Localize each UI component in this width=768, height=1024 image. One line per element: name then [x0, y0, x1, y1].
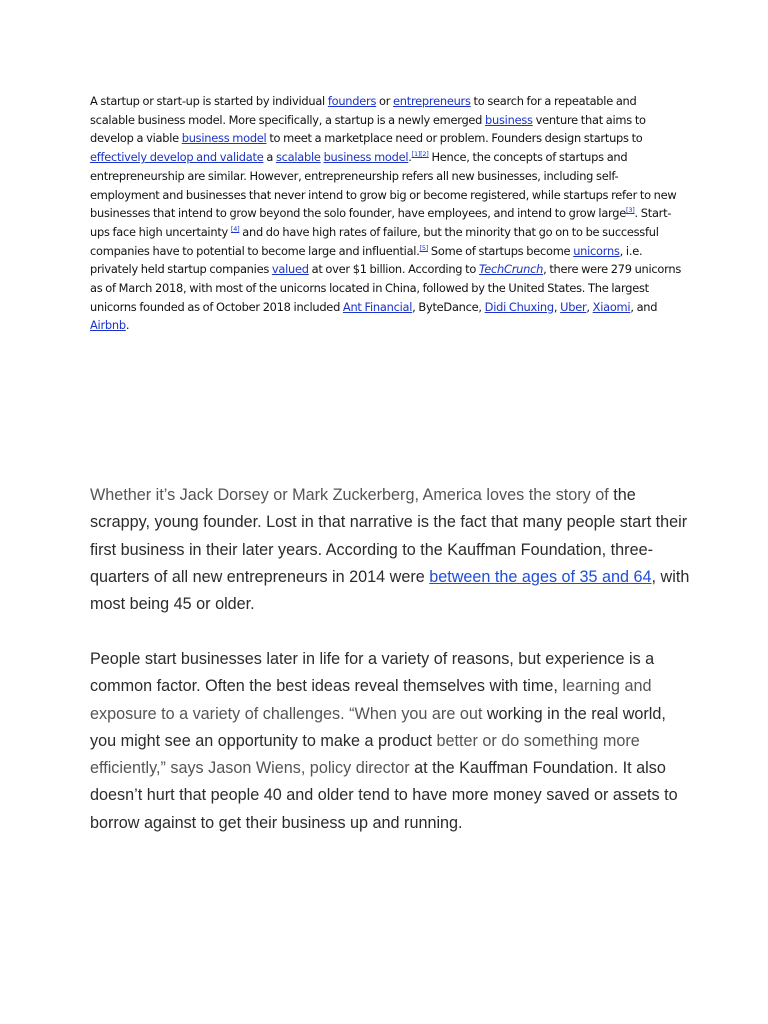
article-text: , with most being 45 or older.: [90, 567, 690, 614]
link-effectively-develop-and-validate[interactable]: effectively develop and validate: [90, 150, 264, 165]
excerpt-text: , there were 279 unicorns as of March 2018, with most of the unicorns located in China, followed by the United States. The largest unicorns founded as of October 2018 included: [90, 262, 682, 314]
link-entrepreneurs[interactable]: entrepreneurs: [393, 94, 471, 108]
link-business[interactable]: business: [485, 112, 533, 127]
excerpt-text: ,: [553, 299, 561, 314]
excerpt-text: and do have high rates of failure, but the minority that go on to be successful companies have to potential to become large and influential.: [90, 224, 659, 258]
article-text: the scrappy, young founder. Lost in that narrative is the fact that many people start their first business in their later years. According to the Kauffman Foundation, three-quarters of all new entrepreneurs in 2014 were: [90, 486, 688, 586]
link-business-model[interactable]: business model: [181, 131, 267, 146]
link-founders[interactable]: founders: [327, 94, 377, 108]
excerpt-text: , ByteDance,: [412, 299, 485, 314]
excerpt-text: .: [125, 318, 130, 333]
excerpt-text: to search for a repeatable and scalable business model. More specifically, a startup is a newly emerged: [90, 94, 637, 127]
article-text: better or do something more efficiently,” says Jason Wiens, policy director: [90, 731, 640, 778]
excerpt-text: Some of startups become: [428, 243, 574, 258]
citation-link-3[interactable]: [3]: [626, 206, 635, 215]
article-text: learning and exposure to a variety of challenges. “When you are out: [90, 677, 652, 723]
excerpt-text: Hence, the concepts of startups and entrepreneurship are similar. However, entrepreneurship refers all new businesses, including self-employment and businesses that never intend to grow big or become registered, while startups refer to new businesses that intend to grow beyond the solo founder, have employees, and intend to grow large: [90, 150, 677, 221]
link-between-ages[interactable]: between the ages of 35 and 64: [429, 567, 652, 586]
citation-link-1-2[interactable]: [1][2]: [411, 150, 429, 159]
excerpt-text: .: [408, 150, 412, 165]
link-ant-financial[interactable]: Ant Financial: [342, 299, 413, 314]
excerpt-text: ,: [586, 299, 593, 314]
excerpt-text: at over $1 billion. According to: [308, 262, 479, 277]
excerpt-text: , i.e. privately held startup companies: [90, 243, 643, 277]
article-paragraph-experience: [90, 646, 690, 837]
link-scalable[interactable]: scalable: [275, 150, 321, 165]
wikipedia-excerpt-paragraph: [90, 92, 684, 335]
link-uber[interactable]: Uber: [560, 299, 587, 314]
excerpt-text: venture that aims to develop a viable: [90, 112, 646, 146]
citation-marker: [420, 244, 428, 252]
citation-marker: [626, 206, 634, 214]
article-text: Whether it’s Jack Dorsey or Mark Zuckerberg, America loves the story of: [90, 486, 609, 504]
excerpt-text: A startup or start-up is started by individual: [90, 94, 328, 108]
excerpt-text: to meet a marketplace need or problem. Founders design startups to: [266, 131, 643, 146]
article-text: People start businesses later in life for a variety of reasons, but experience is a common factor. Often the best ideas reveal themselves with time,: [90, 650, 655, 696]
citation-link-4[interactable]: [4]: [230, 225, 240, 234]
article-paragraph-founders-age: [90, 482, 690, 618]
link-techcrunch[interactable]: TechCrunch: [478, 262, 544, 277]
excerpt-text: a: [263, 150, 276, 165]
link-unicorns[interactable]: unicorns: [573, 243, 620, 258]
excerpt-text: . Start-ups face high uncertainty: [90, 206, 672, 239]
link-xiaomi[interactable]: Xiaomi: [592, 299, 631, 314]
citation-link-5[interactable]: [5]: [419, 243, 429, 252]
citation-marker: [412, 150, 429, 158]
link-airbnb[interactable]: Airbnb: [90, 318, 126, 333]
excerpt-text: or: [376, 94, 394, 108]
link-valued[interactable]: valued: [271, 262, 309, 277]
excerpt-text: , and: [630, 299, 658, 314]
article-text: also doesn’t hurt that people 40 and older tend to have more money saved or assets to borrow against to get their business up and running.: [90, 759, 678, 832]
link-didi-chuxing[interactable]: Didi Chuxing: [484, 299, 554, 314]
article-text: at the Kauffman Foundation. It: [409, 759, 637, 778]
article-text: working in the real world, you might see an opportunity to make a product: [90, 704, 666, 750]
link-business-model-2[interactable]: business model: [323, 150, 409, 165]
